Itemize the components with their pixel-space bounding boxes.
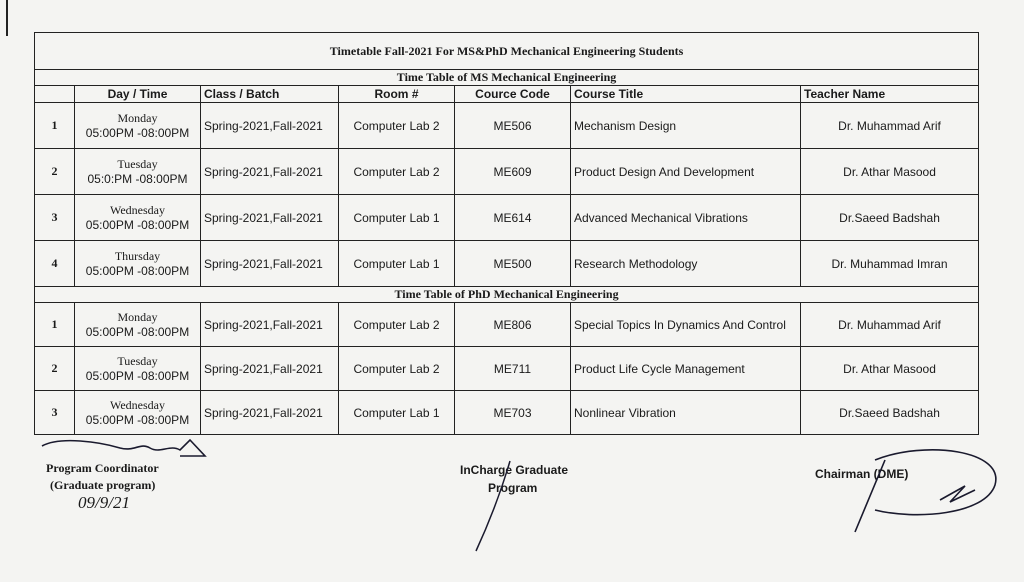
day-time-cell bbox=[75, 391, 201, 435]
row-number: 2 bbox=[35, 347, 75, 391]
timetable bbox=[34, 32, 979, 435]
course-title-cell: Nonlinear Vibration bbox=[571, 391, 801, 435]
page-edge-mark bbox=[0, 0, 8, 36]
day-time-cell bbox=[75, 149, 201, 195]
ms-row bbox=[35, 149, 979, 195]
course-title-cell: Mechanism Design bbox=[571, 103, 801, 149]
day-time-cell bbox=[75, 103, 201, 149]
day-name: Wednesday bbox=[109, 202, 165, 217]
batch-cell: Spring-2021,Fall-2021 bbox=[201, 303, 339, 347]
header-row bbox=[35, 86, 979, 103]
day-time-cell bbox=[75, 195, 201, 241]
teacher-cell: Dr.Saeed Badshah bbox=[801, 195, 979, 241]
teacher-cell: Dr.Saeed Badshah bbox=[801, 391, 979, 435]
header-teacher: Teacher Name bbox=[801, 86, 979, 103]
time-range: 05:00PM -08:00PM bbox=[85, 125, 190, 140]
time-range: 05:00PM -08:00PM bbox=[85, 217, 190, 232]
teacher-cell: Dr. Muhammad Imran bbox=[801, 241, 979, 287]
chairman-title: Chairman (DME) bbox=[815, 467, 909, 481]
teacher-cell: Dr. Athar Masood bbox=[801, 149, 979, 195]
course-title-cell: Product Design And Development bbox=[571, 149, 801, 195]
ms-row bbox=[35, 195, 979, 241]
code-cell: ME506 bbox=[455, 103, 571, 149]
time-range: 05:00PM -08:00PM bbox=[85, 412, 190, 427]
room-cell: Computer Lab 1 bbox=[339, 241, 455, 287]
ms-row bbox=[35, 103, 979, 149]
header-room: Room # bbox=[339, 86, 455, 103]
teacher-cell: Dr. Muhammad Arif bbox=[801, 103, 979, 149]
teacher-cell: Dr. Muhammad Arif bbox=[801, 303, 979, 347]
room-cell: Computer Lab 1 bbox=[339, 195, 455, 241]
coordinator-subtitle: (Graduate program) bbox=[50, 478, 156, 492]
ms-row bbox=[35, 241, 979, 287]
day-time-cell bbox=[75, 241, 201, 287]
page-title: Timetable Fall-2021 For MS&PhD Mechanical Engineering Students bbox=[35, 33, 979, 70]
batch-cell: Spring-2021,Fall-2021 bbox=[201, 149, 339, 195]
day-time-cell bbox=[75, 347, 201, 391]
header-day-time: Day / Time bbox=[75, 86, 201, 103]
incharge-title: InCharge Graduate bbox=[460, 463, 569, 477]
room-cell: Computer Lab 2 bbox=[339, 103, 455, 149]
room-cell: Computer Lab 2 bbox=[339, 149, 455, 195]
teacher-cell: Dr. Athar Masood bbox=[801, 347, 979, 391]
day-name: Wednesday bbox=[109, 397, 165, 412]
batch-cell: Spring-2021,Fall-2021 bbox=[201, 103, 339, 149]
phd-row bbox=[35, 303, 979, 347]
code-cell: ME703 bbox=[455, 391, 571, 435]
chairman-signature bbox=[845, 440, 1015, 540]
phd-row bbox=[35, 347, 979, 391]
time-range: 05:00PM -08:00PM bbox=[85, 263, 190, 278]
row-number: 1 bbox=[35, 103, 75, 149]
code-cell: ME609 bbox=[455, 149, 571, 195]
course-title-cell: Product Life Cycle Management bbox=[571, 347, 801, 391]
incharge-subtitle: Program bbox=[488, 481, 538, 495]
code-cell: ME500 bbox=[455, 241, 571, 287]
day-name: Tuesday bbox=[117, 156, 158, 171]
course-title-cell: Special Topics In Dynamics And Control bbox=[571, 303, 801, 347]
time-range: 05:00PM -08:00PM bbox=[85, 368, 190, 383]
row-number: 3 bbox=[35, 195, 75, 241]
code-cell: ME806 bbox=[455, 303, 571, 347]
header-course-title: Course Title bbox=[571, 86, 801, 103]
room-cell: Computer Lab 2 bbox=[339, 347, 455, 391]
row-number: 1 bbox=[35, 303, 75, 347]
ms-section-title: Time Table of MS Mechanical Engineering bbox=[35, 70, 979, 86]
course-title-cell: Research Methodology bbox=[571, 241, 801, 287]
header-no bbox=[35, 86, 75, 103]
day-name: Monday bbox=[117, 309, 158, 324]
day-name: Tuesday bbox=[117, 353, 158, 368]
room-cell: Computer Lab 1 bbox=[339, 391, 455, 435]
batch-cell: Spring-2021,Fall-2021 bbox=[201, 347, 339, 391]
row-number: 3 bbox=[35, 391, 75, 435]
phd-section-title: Time Table of PhD Mechanical Engineering bbox=[35, 287, 979, 303]
header-class-batch: Class / Batch bbox=[201, 86, 339, 103]
header-code: Cource Code bbox=[455, 86, 571, 103]
coordinator-date: 09/9/21 bbox=[78, 493, 130, 512]
day-time-cell bbox=[75, 303, 201, 347]
time-range: 05:0:PM -08:00PM bbox=[87, 171, 188, 186]
row-number: 2 bbox=[35, 149, 75, 195]
incharge-signature bbox=[470, 455, 530, 555]
code-cell: ME711 bbox=[455, 347, 571, 391]
batch-cell: Spring-2021,Fall-2021 bbox=[201, 195, 339, 241]
code-cell: ME614 bbox=[455, 195, 571, 241]
day-name: Thursday bbox=[114, 248, 161, 263]
phd-row bbox=[35, 391, 979, 435]
row-number: 4 bbox=[35, 241, 75, 287]
course-title-cell: Advanced Mechanical Vibrations bbox=[571, 195, 801, 241]
coordinator-title: Program Coordinator bbox=[46, 461, 159, 475]
room-cell: Computer Lab 2 bbox=[339, 303, 455, 347]
time-range: 05:00PM -08:00PM bbox=[85, 324, 190, 339]
day-name: Monday bbox=[117, 110, 158, 125]
batch-cell: Spring-2021,Fall-2021 bbox=[201, 391, 339, 435]
batch-cell: Spring-2021,Fall-2021 bbox=[201, 241, 339, 287]
